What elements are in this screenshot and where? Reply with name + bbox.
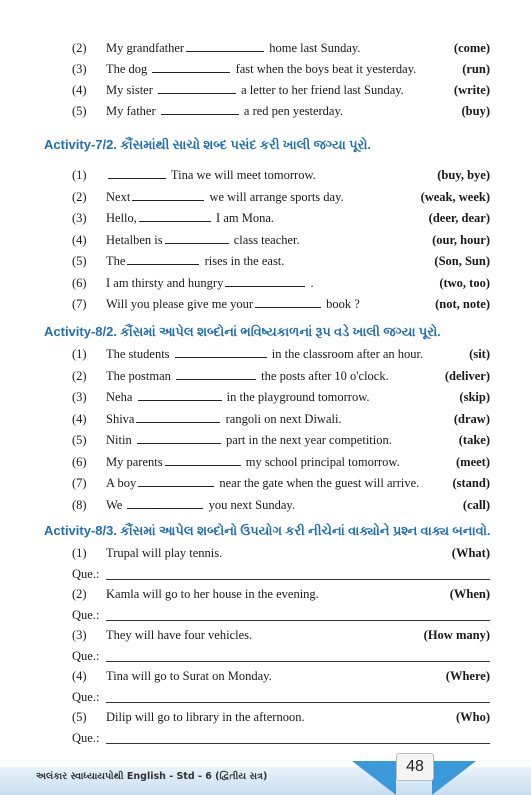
hint-word: (two, too) (439, 276, 490, 290)
item-sentence: My grandfather home last Sunday. (106, 38, 360, 58)
exercise-row: (7) Will you please give me your book ? (not, note) (72, 294, 490, 314)
answer-blank[interactable] (165, 452, 241, 466)
activity-8-3-heading: Activity-8/3. કૌંસમાં આપેલ શબ્દોનો ઉપયોગ કરી નીચેનાં વાક્યોને પ્રશ્ન વાક્ય બનાવો. (44, 523, 491, 538)
hint-word: (weak, week) (420, 190, 490, 204)
activity-8-2-heading: Activity-8/2. કૌંસમાં આપેલ શબ્દોનાં ભવિષ્યકાળનાં રૂપ વડે ખાલી જગ્યા પૂરો. (44, 324, 441, 339)
answer-blank[interactable] (136, 409, 220, 423)
question-row: (5) Dilip will go to library in the afternoon. (Who) (72, 707, 490, 727)
exercise-row: (4) Shiva rangoli on next Diwali. (draw) (72, 409, 490, 429)
hint-word: (not, note) (435, 297, 490, 311)
item-number: (5) (72, 104, 87, 118)
item-sentence: My father a red pen yesterday. (106, 101, 343, 121)
hint-word: (come) (453, 41, 490, 55)
que-line: Que.: (72, 606, 490, 624)
exercise-row (72, 38, 490, 58)
hint-word: (our, hour) (432, 233, 490, 247)
hint-word: (How many) (423, 628, 490, 642)
answer-blank[interactable] (186, 38, 264, 52)
answer-line[interactable] (106, 620, 490, 621)
hint-word: (stand) (452, 476, 490, 490)
hint-word: (Son, Sun) (434, 254, 490, 268)
answer-blank[interactable] (175, 344, 267, 358)
hint-word: (Who) (455, 710, 490, 724)
answer-blank[interactable] (127, 495, 203, 509)
answer-blank[interactable] (152, 59, 230, 73)
exercise-row: (1) The students in the classroom after an hour. (sit) (72, 344, 490, 364)
answer-blank[interactable] (139, 208, 211, 222)
activity-7-2-heading: Activity-7/2. કૌંસમાંથી સાચો શબ્દ પસંદ કરી ખાલી જગ્યા પૂરો. (44, 137, 371, 152)
hint-word: (call) (462, 498, 490, 512)
exercise-row (72, 101, 490, 121)
hint-word: (draw) (453, 412, 490, 426)
answer-line[interactable] (106, 702, 490, 703)
question-row: (3) They will have four vehicles. (How many) (72, 625, 490, 645)
footer-right-triangle (432, 761, 476, 795)
footer-left-triangle (352, 761, 396, 795)
item-number: (2) (72, 41, 87, 55)
page-number: 48 (396, 753, 434, 781)
answer-blank[interactable] (132, 187, 204, 201)
answer-blank[interactable] (138, 473, 214, 487)
que-line: Que.: (72, 729, 490, 747)
answer-blank[interactable] (176, 366, 256, 380)
answer-blank[interactable] (255, 294, 321, 308)
hint-word: (meet) (456, 455, 490, 469)
hint-word: (buy) (461, 104, 490, 118)
hint-word: (sit) (469, 347, 490, 361)
hint-word: (deliver) (444, 369, 490, 383)
answer-line[interactable] (106, 579, 490, 580)
exercise-row (72, 80, 490, 100)
exercise-row: (6) I am thirsty and hungry . (two, too) (72, 273, 490, 293)
answer-blank[interactable] (161, 101, 239, 115)
answer-blank[interactable] (137, 430, 221, 444)
question-row: (4) Tina will go to Surat on Monday. (Where) (72, 666, 490, 686)
exercise-row (72, 59, 490, 79)
answer-blank[interactable] (158, 80, 236, 94)
exercise-row: (3) Neha in the playground tomorrow. (skip) (72, 387, 490, 407)
hint-word: (buy, bye) (437, 168, 490, 182)
item-sentence: My sister a letter to her friend last Sunday. (106, 80, 404, 100)
book-title: અલંકાર સ્વાધ્યાયપોથી English - Std - 6 (દ્વિતીય સત્ર) (36, 771, 268, 782)
hint-word: (write) (453, 83, 490, 97)
answer-blank[interactable] (225, 273, 305, 287)
que-line: Que.: (72, 688, 490, 706)
item-number: (3) (72, 62, 87, 76)
item-sentence: The dog fast when the boys beat it yesterday. (106, 59, 416, 79)
page-footer (0, 753, 531, 795)
exercise-row: (5) Nitin part in the next year competition. (take) (72, 430, 490, 450)
hint-word: (What) (451, 546, 490, 560)
hint-word: (Where) (445, 669, 490, 683)
hint-word: (deer, dear) (428, 211, 490, 225)
hint-word: (run) (462, 62, 490, 76)
exercise-row: (5) The rises in the east. (Son, Sun) (72, 251, 490, 271)
answer-blank[interactable] (108, 165, 166, 179)
exercise-row: (4) Hetalben is class teacher. (our, hour) (72, 230, 490, 250)
exercise-row: (2) The postman the posts after 10 o'clock. (deliver) (72, 366, 490, 386)
hint-word: (When) (449, 587, 490, 601)
exercise-row: (8) We you next Sunday. (call) (72, 495, 490, 515)
answer-blank[interactable] (165, 230, 229, 244)
hint-word: (take) (458, 433, 490, 447)
exercise-row: (7) A boy near the gate when the guest will arrive. (stand) (72, 473, 490, 493)
exercise-row: (3) Hello, I am Mona. (deer, dear) (72, 208, 490, 228)
exercise-row: (6) My parents my school principal tomorrow. (meet) (72, 452, 490, 472)
que-line: Que.: (72, 647, 490, 665)
answer-blank[interactable] (127, 251, 199, 265)
hint-word: (skip) (459, 390, 490, 404)
que-line: Que.: (72, 565, 490, 583)
answer-blank[interactable] (138, 387, 222, 401)
question-row: (1) Trupal will play tennis. (What) (72, 543, 490, 563)
exercise-row: (2) Next we will arrange sports day. (weak, week) (72, 187, 490, 207)
question-row: (2) Kamla will go to her house in the evening. (When) (72, 584, 490, 604)
answer-line[interactable] (106, 661, 490, 662)
item-number: (4) (72, 83, 87, 97)
exercise-row: (1) Tina we will meet tomorrow. (buy, bye) (72, 165, 490, 185)
answer-line[interactable] (106, 743, 490, 744)
